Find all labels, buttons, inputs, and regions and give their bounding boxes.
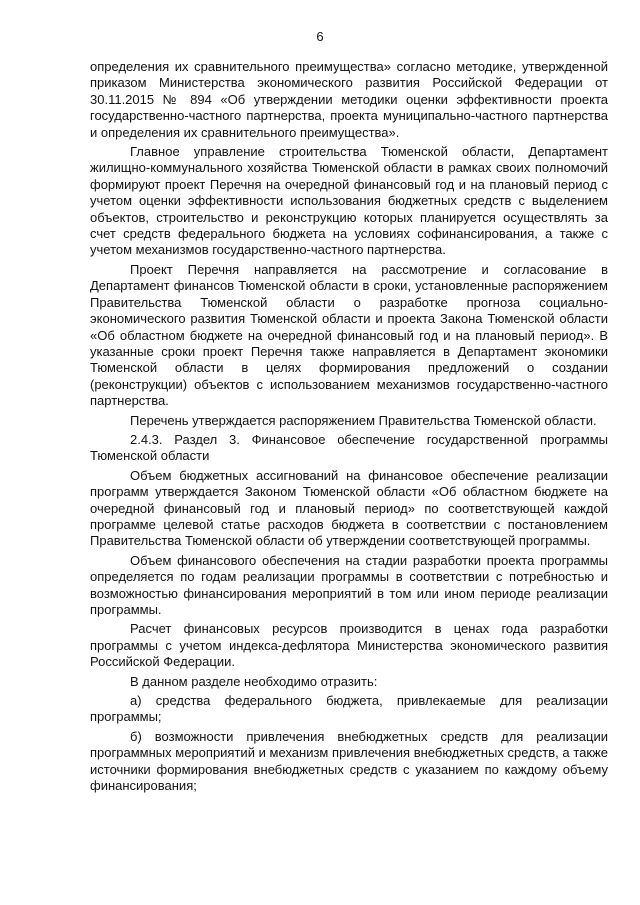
page-number: 6	[316, 29, 324, 44]
document-body	[90, 59, 608, 797]
paragraph-draft-list-approval: Проект Перечня направляется на рассмотрение и согласование в Департамент финансов Тюменской области в сроки, установленные распоряжением Правительства Тюменской области о разработке прогноза социально-экономического развития Тюменской области и проекта Закона Тюменской области «Об областном бюджете на очередной финансовый год и на плановый период». В указанные сроки проект Перечня также направляется в Департамент экономики Тюменской области в целях формирования предложений о создании (реконструкции) объектов с использованием механизмов государственно-частного партнерства.	[90, 261, 608, 409]
paragraph-resource-calculation: Расчет финансовых ресурсов производится в ценах года разработки программы с учетом индекса-дефлятора Министерства экономического развития Российской Федерации.	[90, 621, 608, 670]
paragraph-construction-department: Главное управление строительства Тюменской области, Департамент жилищно-коммунального хозяйства Тюменской области в рамках своих полномочий формируют проект Перечня на очередной финансовый год и на плановый период с учетом оценки эффективности использования бюджетных средств с выделением объектов, строительство и реконструкцию которых планируется осуществлять за счет средств федерального бюджета на условиях софинансирования, а также с учетом механизмов государственно-частного партнерства.	[90, 144, 608, 258]
paragraph-continuation: определения их сравнительного преимущества» согласно методике, утвержденной приказом Министерства экономического развития Российской Федерации от 30.11.2015 № 894 «Об утверждении методики оценки эффективности проекта государственно-частного партнерства, проекта муниципально-частного партнерства и определения их сравнительного преимущества».	[90, 59, 608, 140]
list-item-a-federal-funds: а) средства федерального бюджета, привлекаемые для реализации программы;	[90, 693, 608, 725]
list-item-b-extrabudgetary-funds: б) возможности привлечения внебюджетных средств для реализации программных мероприятий и механизм привлечения внебюджетных средств, а также источники формирования внебюджетных средств с указанием по каждому объему финансирования;	[90, 728, 608, 794]
paragraph-list-approval: Перечень утверждается распоряжением Правительства Тюменской области.	[130, 412, 597, 428]
section-heading-financial-support: 2.4.3. Раздел 3. Финансовое обеспечение государственной программы Тюменской области	[90, 431, 608, 464]
paragraph-financing-volume: Объем финансового обеспечения на стадии разработки проекта программы определяется по годам реализации программы в соответствии с потребностью и возможностью финансирования мероприятий в том или ином периоде реализации программы.	[90, 552, 608, 617]
paragraph-budget-allocations: Объем бюджетных ассигнований на финансовое обеспечение реализации программ утверждается Законом Тюменской области «Об областном бюджете на очередной финансовый год и плановый период» по соответствующей каждой программе целевой статье расходов бюджета в соответствии с постановлением Правительства Тюменской области об утверждении соответствующей программы.	[90, 467, 608, 549]
paragraph-section-contents-intro: В данном разделе необходимо отразить:	[130, 673, 378, 689]
